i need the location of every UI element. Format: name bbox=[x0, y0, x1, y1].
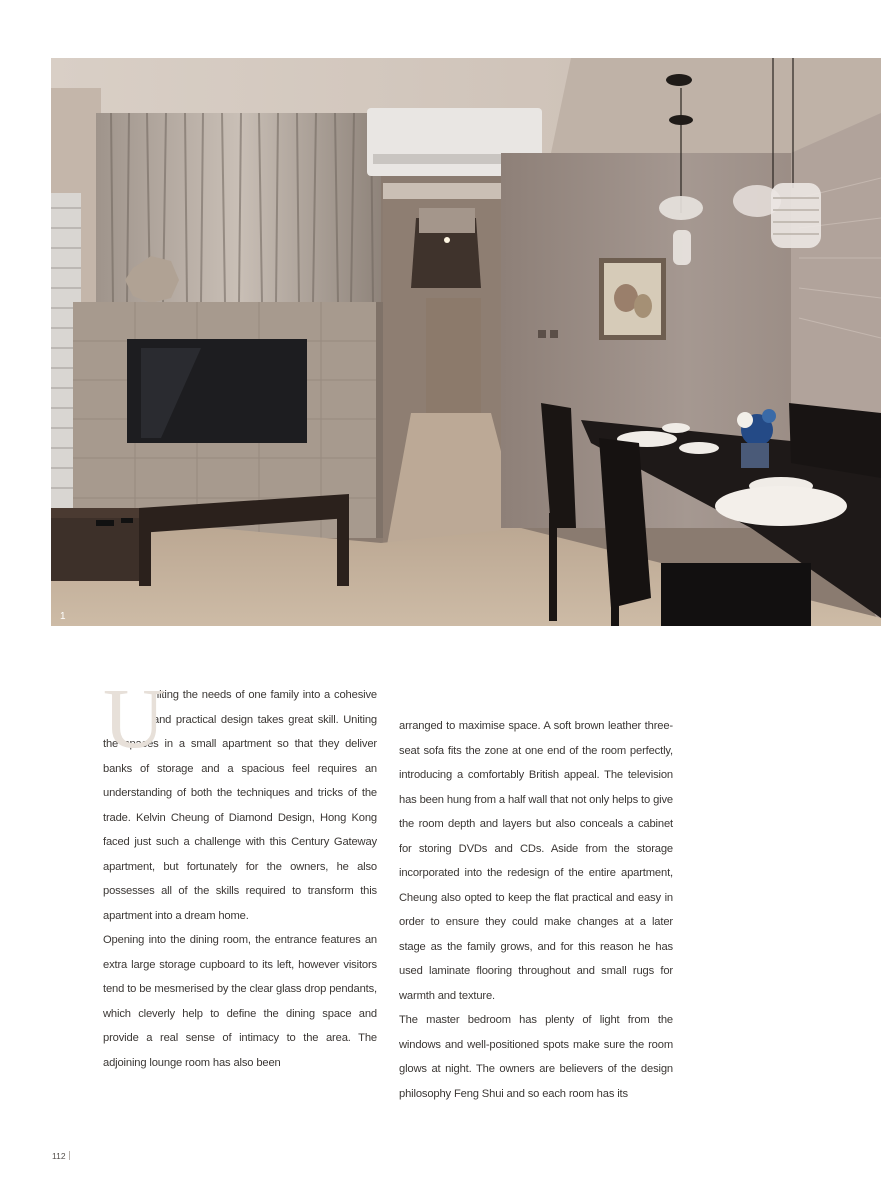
page-number bbox=[52, 1151, 70, 1161]
paragraph-1-rest: the spaces in a small apartment so that they deliver banks of storage and a spacious feel requires an understanding of both the techniques and tricks of the trade. Kelvin Cheung of Diamond Design, Hong Kong faced just such a challenge with this Century Gateway apartment, but fortunately for the owners, he also possesses all of the skills required to transform this apartment into a dream home. bbox=[103, 738, 377, 922]
article-column-right bbox=[399, 714, 673, 1106]
living-dining-room-image bbox=[51, 58, 881, 626]
page-number-divider bbox=[69, 1151, 70, 1160]
page-number-text: 112 bbox=[52, 1151, 66, 1161]
drop-cap: U bbox=[103, 670, 165, 766]
interior-photo bbox=[51, 58, 881, 626]
opening-paragraph bbox=[103, 670, 377, 766]
paragraph-4: The master bedroom has plenty of light from the windows and well-positioned spots make sure the room glows at night. The owners are believers of the design philosophy Feng Shui and so each room has its bbox=[399, 1014, 673, 1100]
opening-line-1: niting the needs of one family into a cohesive bbox=[153, 689, 377, 701]
paragraph-2: Opening into the dining room, the entrance features an extra large storage cupboard to its left, however visitors tend to be mesmerised by the clear glass drop pendants, which cleverly help to define the dining space and provide a real sense of intimacy to the area. The adjoining lounge room has also been bbox=[103, 934, 377, 1069]
opening-line-2: and practical design takes great skill. Uniting bbox=[153, 713, 377, 726]
article-column-left bbox=[103, 670, 377, 1075]
figure-number: 1 bbox=[60, 611, 66, 622]
paragraph-3: arranged to maximise space. A soft brown leather three-seat sofa fits the zone at one end of the room perfectly, introducing a comfortably British appeal. The television has been hung from a half wall that not only helps to give the room depth and layers but also conceals a cabinet for storing DVDs and CDs. Aside from the storage incorporated into the redesign of the entire apartment, Cheung also opted to keep the flat practical and easy in order to ensure they could make changes at a later stage as the family grows, and for this reason he has used laminate flooring throughout and small rugs for warmth and texture. bbox=[399, 720, 673, 1002]
